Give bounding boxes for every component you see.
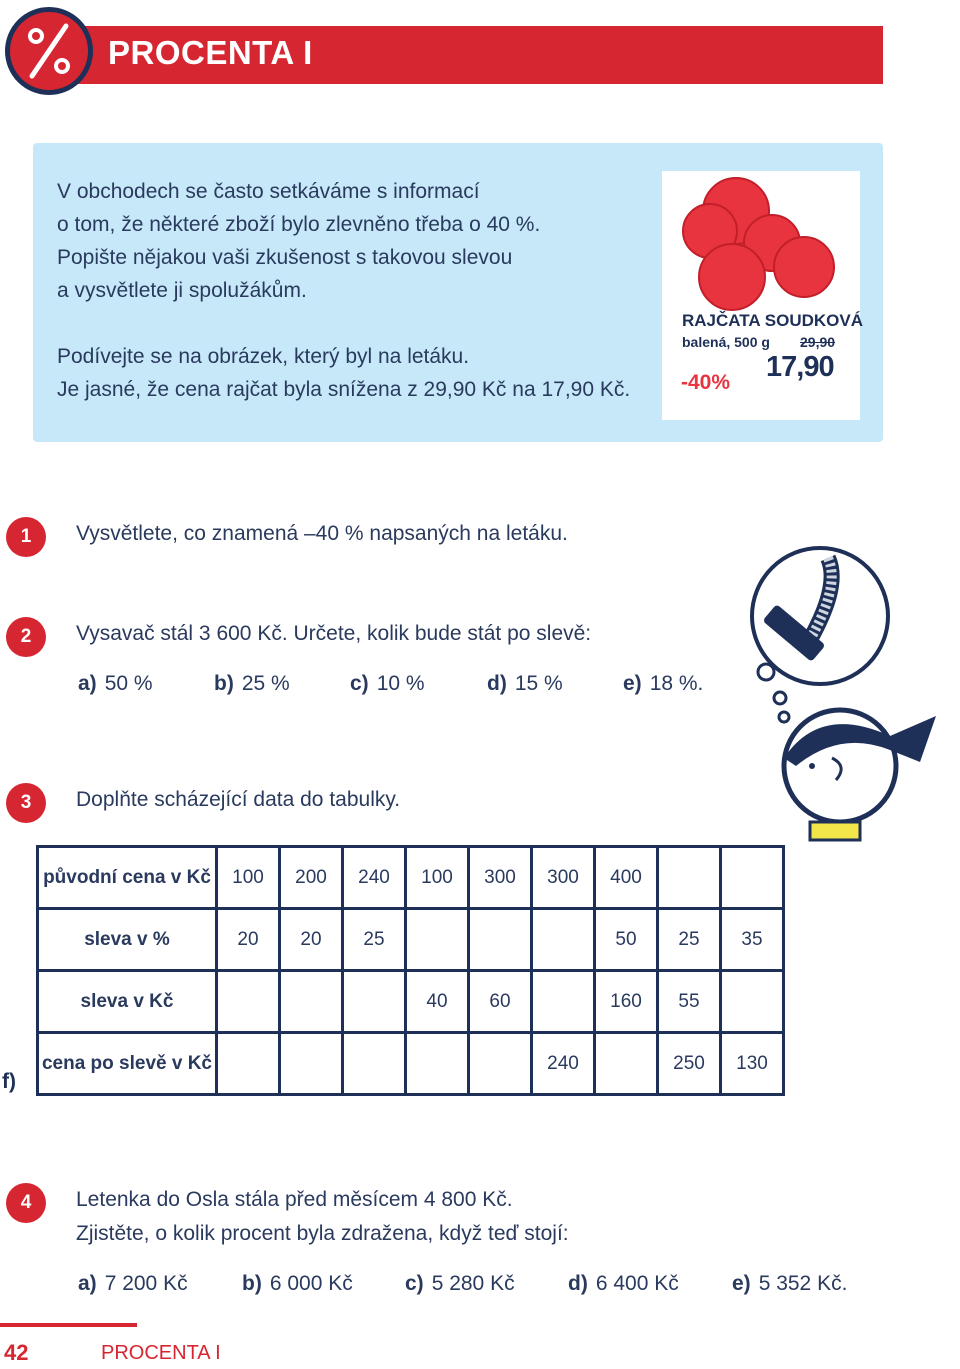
table-cell[interactable] [280, 1033, 343, 1095]
character-vacuum-illustration [740, 540, 945, 845]
flyer-new-price: 17,90 [766, 351, 834, 383]
table-cell[interactable] [469, 909, 532, 971]
task-1-text: Vysvětlete, co znamená –40 % napsaných na letáku. [76, 522, 568, 545]
table-cell: 240 [532, 1033, 595, 1095]
percent-icon [5, 7, 93, 95]
table-cell[interactable] [469, 1033, 532, 1095]
table-cell: 160 [595, 971, 658, 1033]
task-1-badge: 1 [6, 517, 46, 557]
task-4-option-c: c) 5 280 Kč [405, 1272, 515, 1295]
intro-line-4: a vysvětlete ji spolužákům. [57, 279, 307, 302]
task-2-option-d: d) 15 % [487, 672, 563, 695]
f-label: f) [2, 1070, 16, 1093]
table-cell: 35 [721, 909, 784, 971]
task-3-badge: 3 [6, 783, 46, 823]
table-cell: 60 [469, 971, 532, 1033]
table-row [38, 1033, 784, 1095]
table-cell: 200 [280, 847, 343, 909]
flyer-old-price: 29,90 [800, 334, 836, 350]
table-cell[interactable] [406, 909, 469, 971]
table-row [38, 909, 784, 971]
intro-line-5: Podívejte se na obrázek, který byl na letáku. [57, 345, 470, 368]
table-cell[interactable] [721, 971, 784, 1033]
table-cell: 40 [406, 971, 469, 1033]
flyer-product: RAJČATA SOUDKOVÁ [682, 311, 864, 330]
table-cell[interactable] [658, 847, 721, 909]
discount-table [36, 845, 785, 1096]
page-title: PROCENTA I [108, 34, 313, 71]
task-2-option-a: a) 50 % [78, 672, 153, 695]
task-2-option-c: c) 10 % [350, 672, 425, 695]
table-cell[interactable] [595, 1033, 658, 1095]
table-cell: 20 [217, 909, 280, 971]
flyer-pack: balená, 500 g [682, 334, 770, 350]
table-cell[interactable] [280, 971, 343, 1033]
table-cell: 20 [280, 909, 343, 971]
table-row-header: sleva v Kč [38, 971, 217, 1033]
task-4-option-d: d) 6 400 Kč [568, 1272, 679, 1295]
table-cell: 400 [595, 847, 658, 909]
task-2-option-b: b) 25 % [214, 672, 290, 695]
table-cell[interactable] [532, 909, 595, 971]
table-cell: 300 [469, 847, 532, 909]
task-4-option-e: e) 5 352 Kč. [732, 1272, 848, 1295]
table-cell: 300 [532, 847, 595, 909]
table-cell[interactable] [343, 971, 406, 1033]
intro-line-1: V obchodech se často setkáváme s informací [57, 180, 480, 203]
intro-line-3: Popište nějakou vaši zkušenost s takovou slevou [57, 246, 513, 269]
table-row [38, 971, 784, 1033]
table-cell[interactable] [217, 1033, 280, 1095]
table-cell[interactable] [406, 1033, 469, 1095]
task-3-text: Doplňte scházející data do tabulky. [76, 788, 401, 811]
table-cell: 100 [406, 847, 469, 909]
table-cell: 55 [658, 971, 721, 1033]
task-4-badge: 4 [6, 1183, 46, 1223]
task-4-option-b: b) 6 000 Kč [242, 1272, 353, 1295]
task-2-option-e: e) 18 %. [623, 672, 704, 695]
footer-line [0, 1323, 137, 1327]
task-4-line-1: Letenka do Osla stála před měsícem 4 800 Kč. [76, 1188, 513, 1211]
table-row-header: sleva v % [38, 909, 217, 971]
table-row-header: původní cena v Kč [38, 847, 217, 909]
task-2-badge: 2 [6, 617, 46, 657]
table-cell[interactable] [532, 971, 595, 1033]
table-cell[interactable] [721, 847, 784, 909]
table-cell: 25 [658, 909, 721, 971]
table-cell: 130 [721, 1033, 784, 1095]
task-4-option-a: a) 7 200 Kč [78, 1272, 188, 1295]
table-cell: 240 [343, 847, 406, 909]
task-2-text: Vysavač stál 3 600 Kč. Určete, kolik bude stát po slevě: [76, 622, 592, 645]
footer-title: PROCENTA I [101, 1342, 221, 1364]
task-4-line-2: Zjistěte, o kolik procent byla zdražena, když teď stojí: [76, 1222, 569, 1245]
table-cell: 25 [343, 909, 406, 971]
intro-line-2: o tom, že některé zboží bylo zlevněno třeba o 40 %. [57, 213, 541, 236]
table-cell[interactable] [217, 971, 280, 1033]
intro-line-6: Je jasné, že cena rajčat byla snížena z 29,90 Kč na 17,90 Kč. [57, 378, 631, 401]
flyer-discount: -40% [681, 371, 731, 394]
table-cell: 250 [658, 1033, 721, 1095]
table-cell: 50 [595, 909, 658, 971]
table-cell[interactable] [343, 1033, 406, 1095]
table-cell: 100 [217, 847, 280, 909]
table-row-header: cena po slevě v Kč [38, 1033, 217, 1095]
table-row [38, 847, 784, 909]
page-number: 42 [4, 1340, 29, 1365]
flyer-image [662, 171, 864, 420]
